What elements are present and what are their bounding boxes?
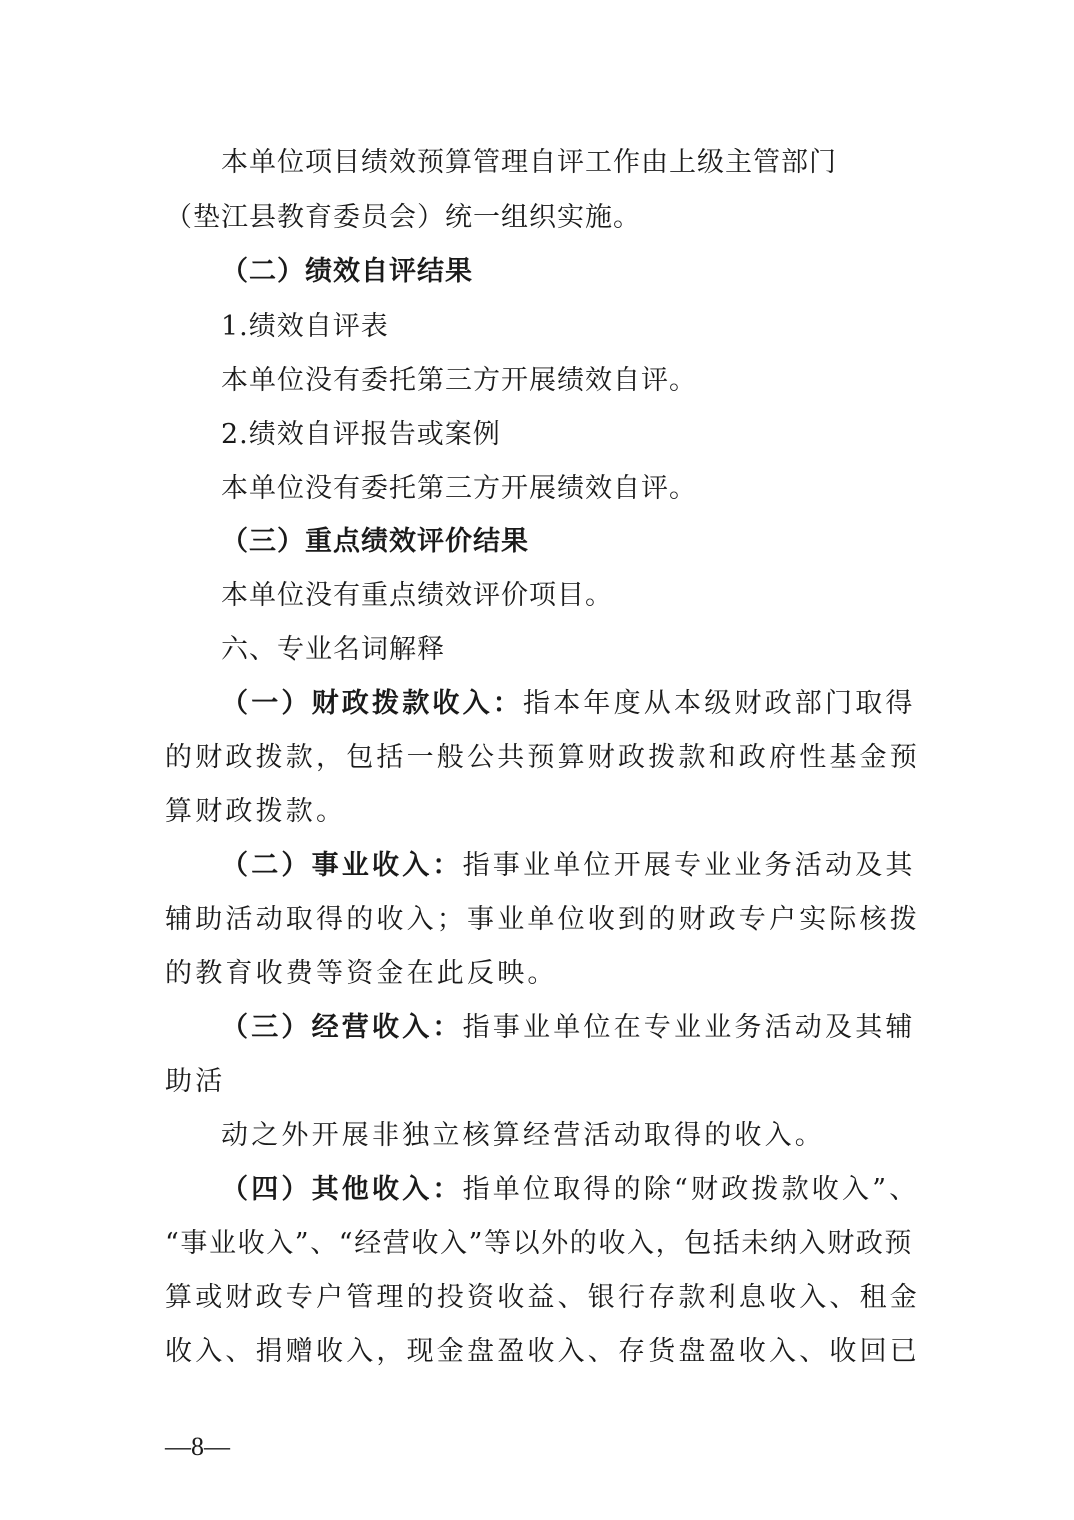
paragraph-line: 算或财政专户管理的投资收益、银行存款利息收入、租金 (165, 1282, 920, 1313)
paragraph-line: 算财政拨款。 (165, 796, 347, 827)
paragraph-line: 的财政拨款，包括一般公共预算财政拨款和政府性基金预 (165, 742, 920, 773)
term-fiscal-appropriation-income (221, 686, 915, 722)
term-operating-income (221, 1010, 915, 1046)
paragraph-line: 的教育收费等资金在此反映。 (165, 958, 558, 989)
paragraph-line: （垫江县教育委员会）统一组织实施。 (165, 202, 641, 233)
subheading-self-evaluation-table: 1.绩效自评表 (221, 311, 389, 342)
term-label: （一）财政拨款收入： (221, 688, 523, 719)
term-definition: 指单位取得的除“财政拨款收入”、 (462, 1174, 920, 1205)
paragraph-line: 本单位没有委托第三方开展绩效自评。 (221, 365, 697, 396)
paragraph-line: 动之外开展非独立核算经营活动取得的收入。 (221, 1120, 825, 1151)
paragraph-line: 本单位项目绩效预算管理自评工作由上级主管部门 (221, 147, 837, 178)
page-number: —8— (165, 1432, 230, 1461)
term-business-income (221, 848, 915, 884)
term-definition: 指事业单位在专业业务活动及其辅 (462, 1012, 916, 1043)
paragraph-line: 助活 (165, 1066, 226, 1097)
term-definition: 指本年度从本级财政部门取得 (523, 688, 916, 719)
term-label: （四）其他收入： (221, 1174, 463, 1205)
term-definition: 指事业单位开展专业业务活动及其 (462, 850, 916, 881)
paragraph-line: 辅助活动取得的收入；事业单位收到的财政专户实际核拨 (165, 904, 920, 935)
subheading-key-evaluation-results: （三）重点绩效评价结果 (221, 526, 529, 557)
subheading-self-evaluation-results: （二）绩效自评结果 (221, 256, 473, 287)
term-label: （二）事业收入： (221, 850, 463, 881)
term-other-income (221, 1172, 920, 1208)
subheading-self-evaluation-report: 2.绩效自评报告或案例 (221, 419, 501, 450)
paragraph-line: “事业收入”、“经营收入”等以外的收入，包括未纳入财政预 (165, 1228, 914, 1259)
paragraph-line: 本单位没有委托第三方开展绩效自评。 (221, 473, 697, 504)
paragraph-line: 本单位没有重点绩效评价项目。 (221, 580, 613, 611)
section-heading-glossary: 六、专业名词解释 (221, 634, 445, 665)
paragraph-line: 收入、捐赠收入，现金盘盈收入、存货盘盈收入、收回已 (165, 1336, 920, 1367)
term-label: （三）经营收入： (221, 1012, 463, 1043)
